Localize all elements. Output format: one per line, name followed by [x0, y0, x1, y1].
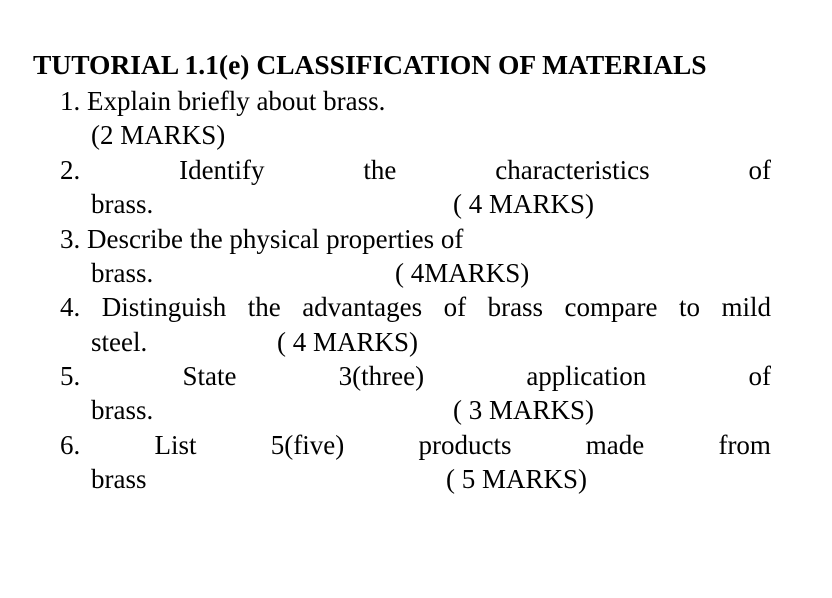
question-word: of: [748, 361, 771, 391]
question-6: [60, 428, 771, 462]
question-word: 3(three): [338, 361, 425, 391]
question-word: application: [526, 361, 647, 391]
question-word: from: [718, 430, 771, 460]
question-3-continuation: [91, 256, 771, 290]
question-1: [60, 84, 771, 118]
question-number: 6.: [60, 430, 81, 460]
page-title: TUTORIAL 1.1(e) CLASSIFICATION OF MATERIALS: [33, 49, 707, 80]
marks-label: ( 4MARKS): [395, 258, 530, 288]
question-1-marks-line: [91, 118, 771, 152]
question-word: products: [418, 430, 512, 460]
question-3: [60, 222, 771, 256]
question-word: 5(five): [270, 430, 345, 460]
question-5: [60, 359, 771, 393]
question-text: Describe the physical properties of: [87, 224, 464, 254]
question-number: 4.: [60, 292, 81, 322]
question-word: advantages: [302, 292, 423, 322]
question-tail: brass.: [91, 258, 154, 288]
question-word: Distinguish: [101, 292, 227, 322]
question-word: the: [247, 292, 281, 322]
marks-label: ( 4 MARKS): [453, 189, 595, 219]
question-word: of: [443, 292, 467, 322]
question-word: State: [182, 361, 237, 391]
question-word: mild: [721, 292, 771, 322]
question-tail: brass.: [91, 189, 154, 219]
question-5-continuation: [91, 393, 771, 427]
question-word: brass: [487, 292, 544, 322]
question-number: 5.: [60, 361, 81, 391]
marks-label: ( 5 MARKS): [446, 464, 588, 494]
question-word: made: [585, 430, 645, 460]
question-text: Explain briefly about brass.: [87, 86, 386, 116]
question-number: 3.: [60, 224, 87, 254]
marks-label: ( 3 MARKS): [453, 395, 595, 425]
marks-label: (2 MARKS): [91, 120, 226, 150]
question-word: characteristics: [495, 155, 650, 185]
question-4-continuation: [91, 325, 771, 359]
question-number: 2.: [60, 155, 81, 185]
question-6-continuation: [91, 462, 771, 496]
question-word: of: [748, 155, 771, 185]
marks-label: ( 4 MARKS): [277, 327, 419, 357]
question-tail: brass: [91, 464, 147, 494]
question-word: compare: [564, 292, 658, 322]
question-word: the: [363, 155, 397, 185]
question-tail: brass.: [91, 395, 154, 425]
question-word: List: [154, 430, 197, 460]
question-number: 1.: [60, 86, 87, 116]
question-2: [60, 153, 771, 187]
question-4: [60, 290, 771, 324]
question-word: Identify: [179, 155, 265, 185]
question-tail: steel.: [91, 327, 148, 357]
question-word: to: [678, 292, 700, 322]
question-2-continuation: [91, 187, 771, 221]
